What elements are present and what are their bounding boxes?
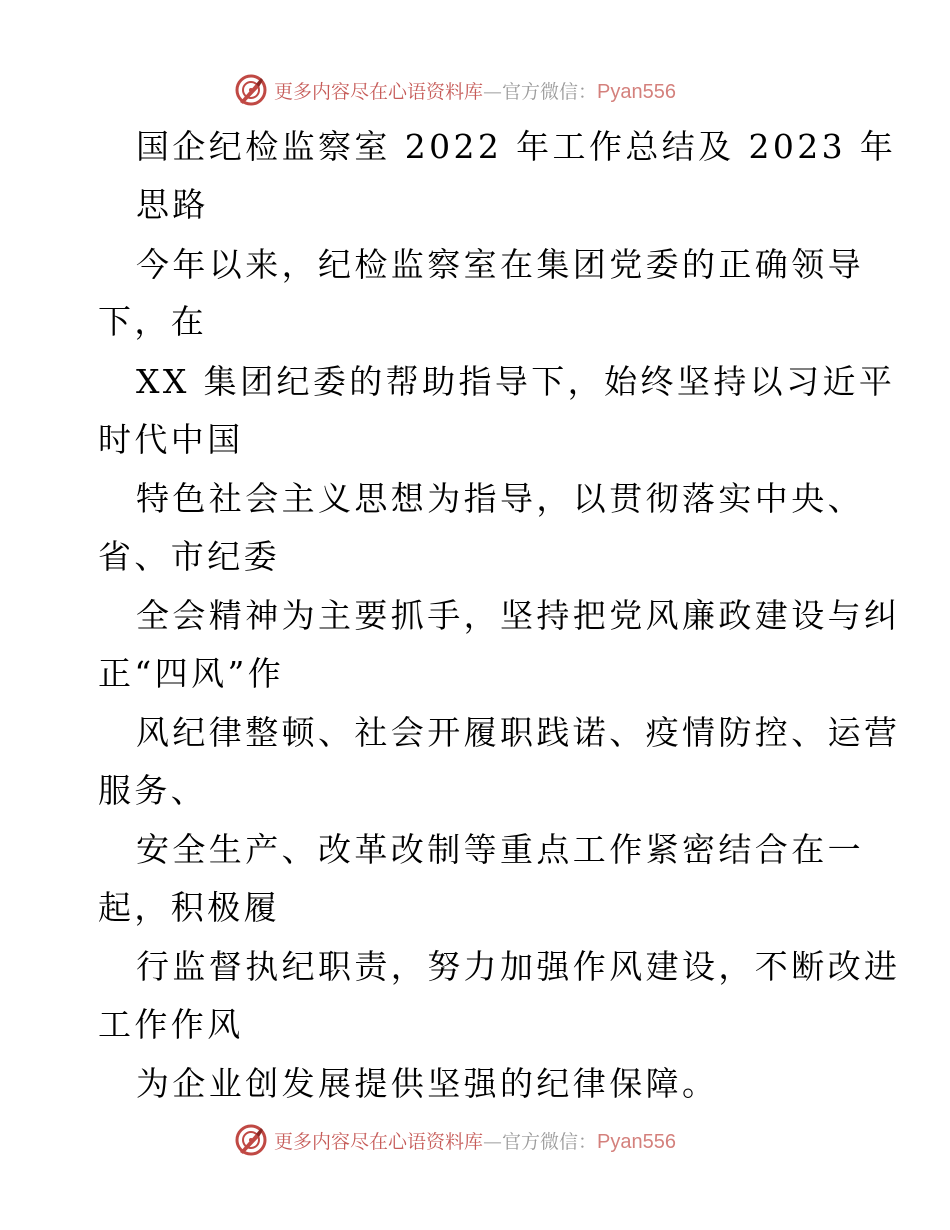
document-line: 安全生产、改革改制等重点工作紧密结合在一 [136,830,864,869]
watermark-banner-bottom [234,1123,676,1157]
document-line: 今年以来，纪检监察室在集团党委的正确领导 [136,245,864,284]
watermark-banner-top [234,73,676,107]
document-line: 特色社会主义思想为指导，以贯彻落实中央、 [136,479,864,518]
document-title-line-2: 思路 [136,185,209,224]
document-line: 风纪律整顿、社会开履职践诺、疫情防控、运营 [136,713,901,752]
pen-logo-icon [234,1123,268,1157]
watermark-site-text: 更多内容尽在心语资料库 [274,1130,484,1153]
watermark-text [274,1127,676,1154]
document-title-line-1: 国企纪检监察室 2022 年工作总结及 2023 年 [136,127,897,166]
document-line: 省、市纪委 [98,537,280,576]
watermark-handle: Pyan556 [597,1130,676,1153]
watermark-handle: Pyan556 [597,80,676,103]
pen-logo-icon [234,73,268,107]
watermark-label: 官方微信： [502,80,598,103]
watermark-dash: — [483,1130,503,1153]
document-line: 起，积极履 [98,888,280,927]
document-line: 行监督执纪职责，努力加强作风建设，不断改进 [136,947,901,986]
document-line: 工作作风 [98,1005,244,1044]
document-line: 正“四风”作 [98,654,285,693]
document-line: 服务、 [98,771,208,810]
document-line: 全会精神为主要抓手，坚持把党风廉政建设与纠 [136,596,901,635]
document-line: XX 集团纪委的帮助指导下，始终坚持以习近平 [136,362,896,401]
document-line: 时代中国 [98,420,244,459]
watermark-site-text: 更多内容尽在心语资料库 [274,80,484,103]
document-line: 为企业创发展提供坚强的纪律保障。 [136,1064,719,1103]
watermark-text [274,77,676,104]
watermark-label: 官方微信： [502,1130,598,1153]
watermark-dash: — [483,80,503,103]
document-line: 下，在 [98,302,208,341]
